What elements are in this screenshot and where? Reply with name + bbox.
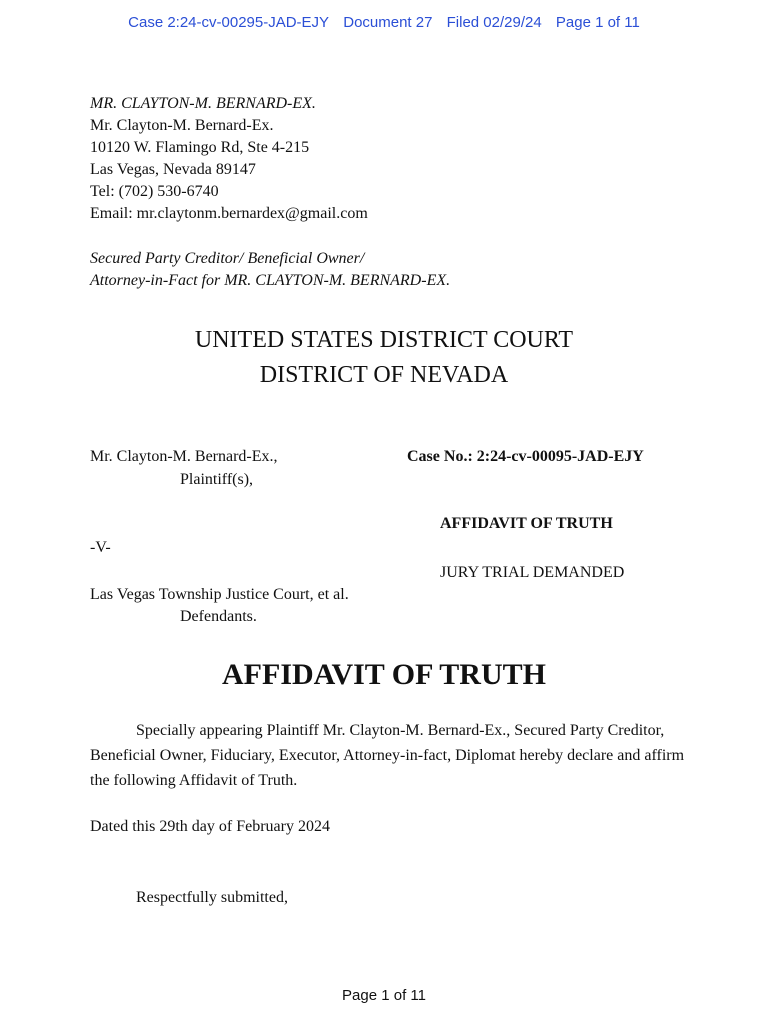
header-document-number: Document 27	[343, 14, 433, 31]
court-name: UNITED STATES DISTRICT COURT	[194, 327, 574, 353]
header-page-number: Page 1 of 11	[555, 14, 640, 31]
ecf-header	[0, 14, 768, 31]
caption-document-title: AFFIDAVIT OF TRUTH	[440, 515, 613, 532]
document-title: AFFIDAVIT OF TRUTH	[222, 658, 546, 691]
page-footer: Page 1 of 11	[342, 987, 426, 1004]
filer-role-line2: Attorney-in-Fact for MR. CLAYTON-M. BERNARD-EX.	[90, 272, 451, 289]
dated-line: Dated this 29th day of February 2024	[90, 818, 330, 835]
defendant-name: Las Vegas Township Justice Court, et al.	[90, 586, 349, 603]
court-district: DISTRICT OF NEVADA	[259, 362, 509, 388]
filer-email: Email: mr.claytonm.bernardex@gmail.com	[90, 205, 368, 222]
filer-name-caps: MR. CLAYTON-M. BERNARD-EX.	[90, 95, 316, 112]
header-filed-date: Filed 02/29/24	[446, 14, 542, 31]
plaintiff-role: Plaintiff(s),	[180, 471, 254, 488]
versus-label: -V-	[90, 539, 111, 556]
court-heading	[0, 323, 768, 393]
filer-block	[90, 93, 368, 225]
header-case-number: Case 2:24-cv-00295-JAD-EJY	[128, 14, 330, 31]
jury-demand: JURY TRIAL DEMANDED	[440, 564, 625, 581]
affidavit-paragraph: Specially appearing Plaintiff Mr. Clayton-M. Bernard-Ex., Secured Party Creditor, Beneficial Owner, Fiduciary, Executor, Attorney-in-fact, Diplomat hereby declare and affirm the following Affidavit of Truth.	[90, 722, 685, 789]
defendant-role: Defendants.	[180, 608, 257, 625]
filer-address-line2: Las Vegas, Nevada 89147	[90, 161, 256, 178]
filer-role-block	[90, 248, 450, 292]
filer-telephone: Tel: (702) 530-6740	[90, 183, 219, 200]
plaintiff-name: Mr. Clayton-M. Bernard-Ex.,	[90, 448, 278, 465]
filer-role-line1: Secured Party Creditor/ Beneficial Owner/	[90, 250, 365, 267]
filer-address-line1: 10120 W. Flamingo Rd, Ste 4-215	[90, 139, 310, 156]
case-number: Case No.: 2:24-cv-00095-JAD-EJY	[407, 448, 644, 465]
filer-name: Mr. Clayton-M. Bernard-Ex.	[90, 117, 274, 134]
closing-line: Respectfully submitted,	[136, 889, 288, 906]
